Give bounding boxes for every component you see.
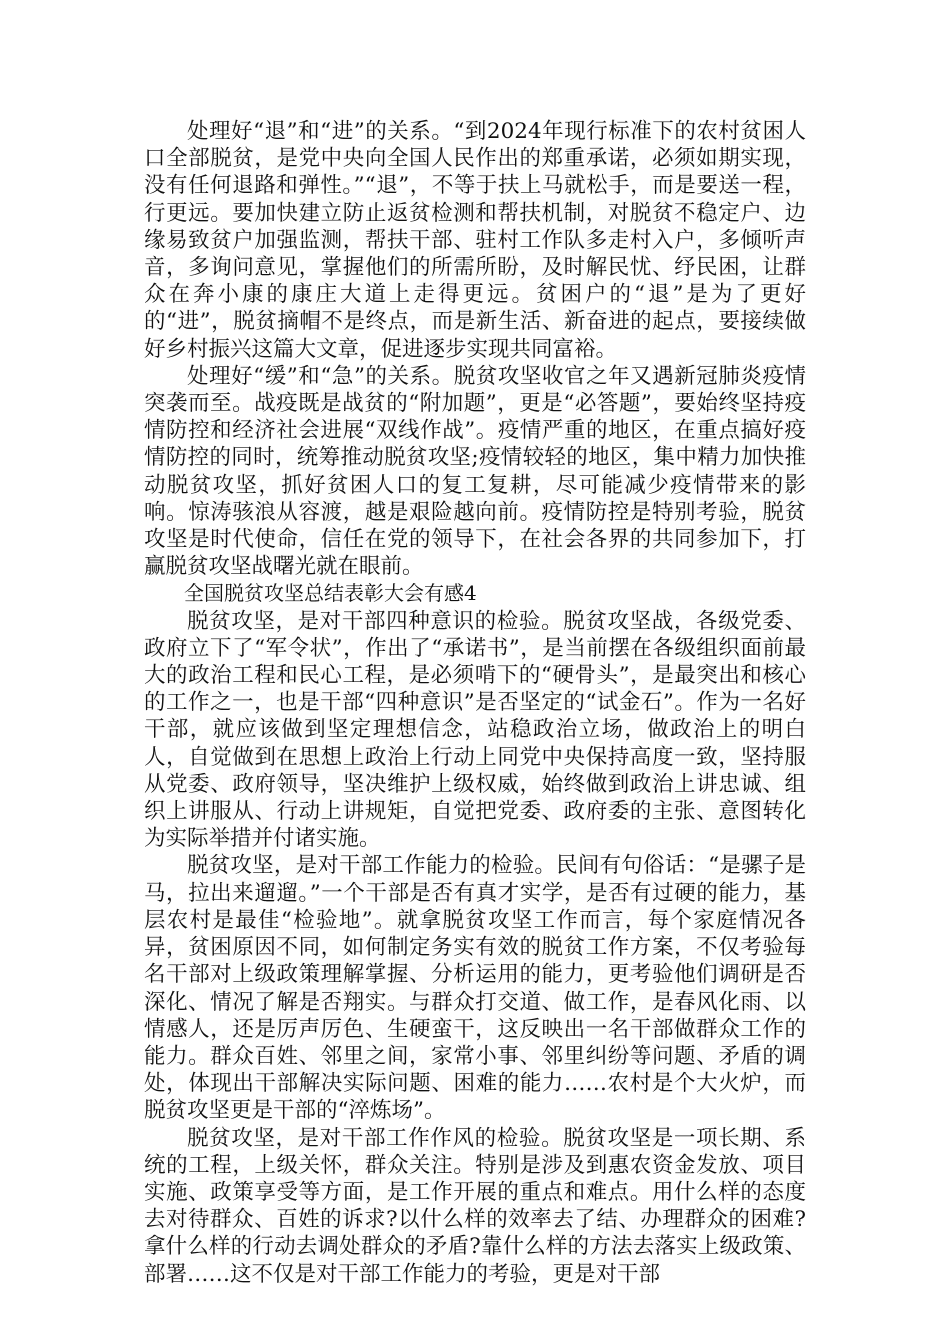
paragraph-work-ability: 脱贫攻坚，是对干部工作能力的检验。民间有句俗话：“是骡子是马，拉出来遛遛。”一个干部是否有真才实学，是否有过硬的能力，基层农村是最佳“检验地”。就拿脱贫攻坚工作而言，每个家庭情况各异，贫困原因不同，如何制定务实有效的脱贫工作方案，不仅考验每名干部对上级政策理解掌握、分析运用的能力，更考验他们调研是否深化、情况了解是否翔实。与群众打交道、做工作，是春风化雨、以情感人，还是厉声厉色、生硬蛮干，这反映出一名干部做群众工作的能力。群众百姓、邻里之间，家常小事、邻里纠纷等问题、矛盾的调处，体现出干部解决实际问题、困难的能力……农村是个大火炉，而脱贫攻坚更是干部的“淬炼场”。: [144, 853, 806, 1124]
paragraph-four-consciousness: 脱贫攻坚，是对干部四种意识的检验。脱贫攻坚战，各级党委、政府立下了“军令状”，作出了“承诺书”，是当前摆在各级组织面前最大的政治工程和民心工程，是必须啃下的“硬骨头”，是最突出和核心的工作之一，也是干部“四种意识”是否坚定的“试金石”。作为一名好干部，就应该做到坚定理想信念，站稳政治立场，做政治上的明白人，自觉做到在思想上政治上行动上同党中央保持高度一致，坚持服从党委、政府领导，坚决维护上级权威，始终做到政治上讲忠诚、组织上讲服从、行动上讲规矩，自觉把党委、政府委的主张、意图转化为实际举措并付诸实施。: [144, 608, 807, 852]
section-heading: 全国脱贫攻坚总结表彰大会有感4: [184, 581, 477, 606]
paragraph-work-style: 脱贫攻坚，是对干部工作作风的检验。脱贫攻坚是一项长期、系统的工程，上级关怀，群众关注。特别是涉及到惠农资金发放、项目实施、政策享受等方面，是工作开展的重点和难点。用什么样的态度去对待群众、百姓的诉求?以什么样的效率去了结、办理群众的困难?拿什么样的行动去调处群众的矛盾?靠什么样的方法去落实上级政策、部署……这不仅是对干部工作能力的考验，更是对干部: [144, 1125, 806, 1287]
paragraph-slow-urgent: 处理好“缓”和“急”的关系。脱贫攻坚收官之年又遇新冠肺炎疫情突袭而至。战疫既是战贫的“附加题”，更是“必答题”，要始终坚持疫情防控和经济社会进展“双线作战”。疫情严重的地区，在重点搞好疫情防控的同时，统筹推动脱贫攻坚;疫情较轻的地区，集中精力加快推动脱贫攻坚，抓好贫困人口的复工复耕，尽可能减少疫情带来的影响。惊涛骇浪从容渡，越是艰险越向前。疫情防控是特别考验，脱贫攻坚是时代使命，信任在党的领导下，在社会各界的共同参加下，打赢脱贫攻坚战曙光就在眼前。: [144, 363, 806, 580]
document-page: [144, 118, 806, 1288]
paragraph-retreat-advance: 处理好“退”和“进”的关系。“到2024年现行标准下的农村贫困人口全部脱贫，是党中央向全国人民作出的郑重承诺，必须如期实现，没有任何退路和弹性。”“退”，不等于扶上马就松手，而是要送一程，行更远。要加快建立防止返贫检测和帮扶机制，对脱贫不稳定户、边缘易致贫户加强监测，帮扶干部、驻村工作队多走村入户，多倾听声音，多询问意见，掌握他们的所需所盼，及时解民忧、纾民困，让群众在奔小康的康庄大道上走得更远。贫困户的“退”是为了更好的“进”，脱贫摘帽不是终点，而是新生活、新奋进的起点，要接续做好乡村振兴这篇大文章，促进逐步实现共同富裕。: [144, 119, 806, 362]
